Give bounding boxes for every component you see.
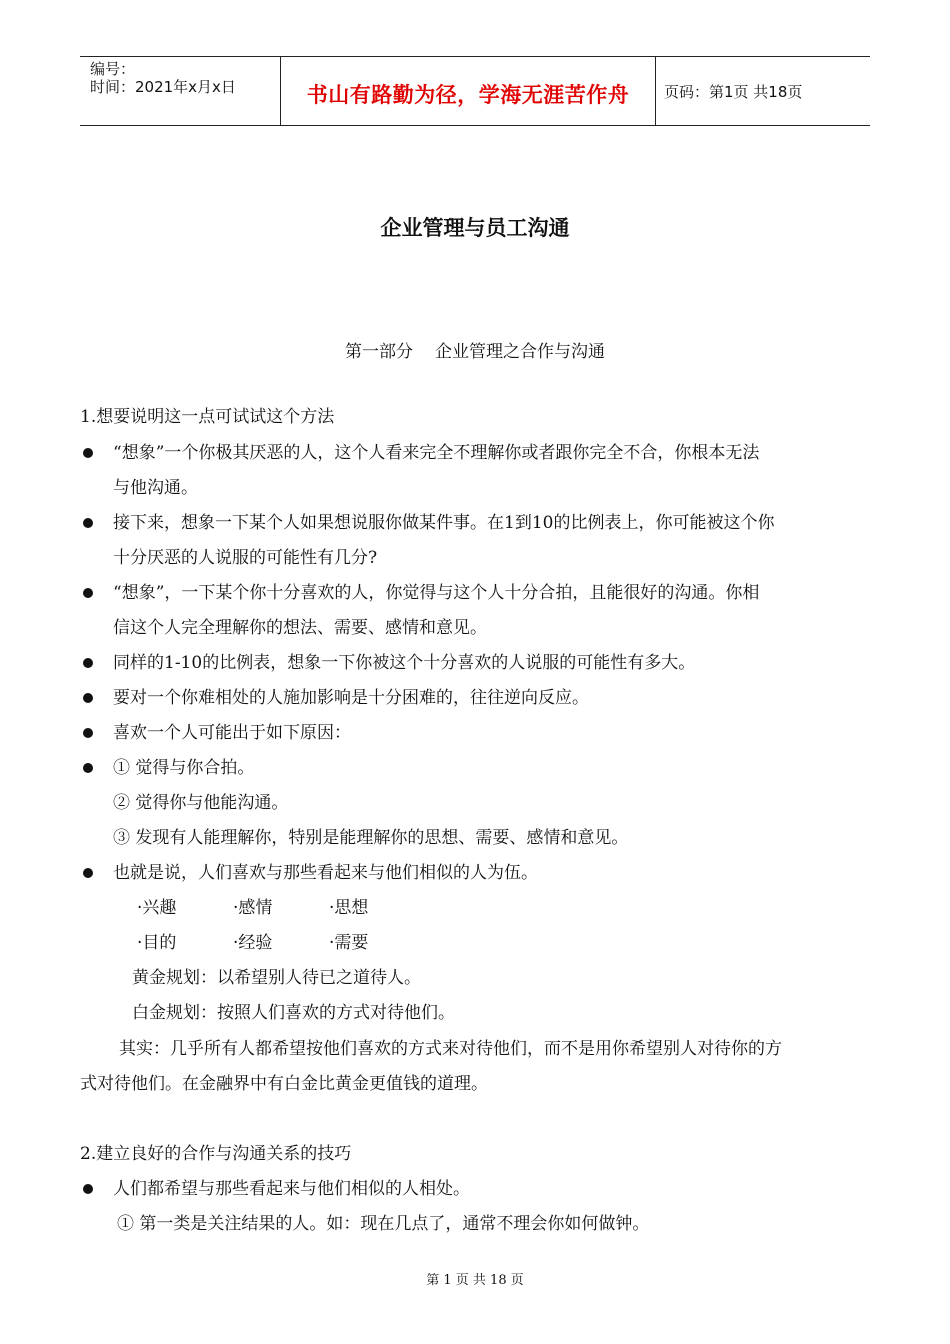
bullet-icon	[83, 728, 93, 738]
time-label: 时间：2021年x月x日	[90, 78, 236, 96]
paragraph-line: 喜欢一个人可能出于如下原因：	[113, 723, 351, 743]
header-divider	[655, 57, 656, 125]
paragraph-line: 信这个人完全理解你的想法、需要、感情和意见。	[113, 618, 487, 638]
paragraph-line: 十分厌恶的人说服的可能性有几分?	[113, 548, 378, 568]
paragraph-line: 人们都希望与那些看起来与他们相似的人相处。	[113, 1179, 470, 1199]
list-item: ① 觉得与你合拍。	[113, 758, 255, 778]
header-motto: 书山有路勤为径，学海无涯苦作舟	[306, 83, 630, 107]
header-meta	[90, 60, 236, 96]
section-heading: 1.想要说明这一点可试试这个方法	[80, 407, 335, 427]
document-header	[80, 56, 870, 126]
section-heading: 2.建立良好的合作与沟通关系的技巧	[80, 1144, 352, 1164]
document-title: 企业管理与员工沟通	[380, 216, 570, 240]
trait-item: ·目的	[137, 933, 177, 953]
part-label: 第一部分	[345, 342, 413, 362]
section-subtitle	[0, 337, 950, 362]
trait-item: ·兴趣	[137, 898, 177, 918]
bullet-icon	[83, 518, 93, 528]
number-label: 编号：	[90, 60, 136, 78]
paragraph-line: “想象”一个你极其厌恶的人，这个人看来完全不理解你或者跟你完全不合，你根本无法	[113, 443, 760, 463]
list-item: ① 第一类是关注结果的人。如：现在几点了，通常不理会你如何做钟。	[117, 1214, 650, 1234]
bullet-icon	[83, 763, 93, 773]
paragraph-line: 也就是说，人们喜欢与那些看起来与他们相似的人为伍。	[113, 863, 538, 883]
paragraph-line: 白金规划：按照人们喜欢的方式对待他们。	[132, 1003, 455, 1023]
bullet-icon	[83, 1184, 93, 1194]
paragraph-line: 其实：几乎所有人都希望按他们喜欢的方式来对待他们，而不是用你希望别人对待你的方	[119, 1039, 782, 1059]
page-footer: 第 1 页 共 18 页	[426, 1273, 524, 1288]
bullet-icon	[83, 588, 93, 598]
paragraph-line: 接下来，想象一下某个人如果想说服你做某件事。在1到10的比例表上，你可能被这个你	[113, 513, 775, 533]
trait-item: ·经验	[233, 933, 273, 953]
bullet-icon	[83, 868, 93, 878]
list-item: ③ 发现有人能理解你，特别是能理解你的思想、需要、感情和意见。	[113, 828, 629, 848]
bullet-icon	[83, 693, 93, 703]
list-item: ② 觉得你与他能沟通。	[113, 793, 289, 813]
bullet-icon	[83, 658, 93, 668]
bullet-icon	[83, 448, 93, 458]
paragraph-line: 式对待他们。在金融界中有白金比黄金更值钱的道理。	[80, 1074, 488, 1094]
part-title: 企业管理之合作与沟通	[435, 342, 605, 362]
trait-item: ·需要	[329, 933, 369, 953]
trait-item: ·思想	[329, 898, 369, 918]
paragraph-line: 要对一个你难相处的人施加影响是十分困难的，往往逆向反应。	[113, 688, 589, 708]
trait-item: ·感情	[233, 898, 273, 918]
paragraph-line: 同样的1-10的比例表，想象一下你被这个十分喜欢的人说服的可能性有多大。	[113, 653, 696, 673]
paragraph-line: 黄金规划：以希望别人待已之道待人。	[132, 968, 421, 988]
paragraph-line: 与他沟通。	[113, 478, 198, 498]
paragraph-line: “想象”，一下某个你十分喜欢的人，你觉得与这个人十分合拍，且能很好的沟通。你相	[113, 583, 760, 603]
header-page-info: 页码：第1页 共18页	[664, 83, 803, 101]
